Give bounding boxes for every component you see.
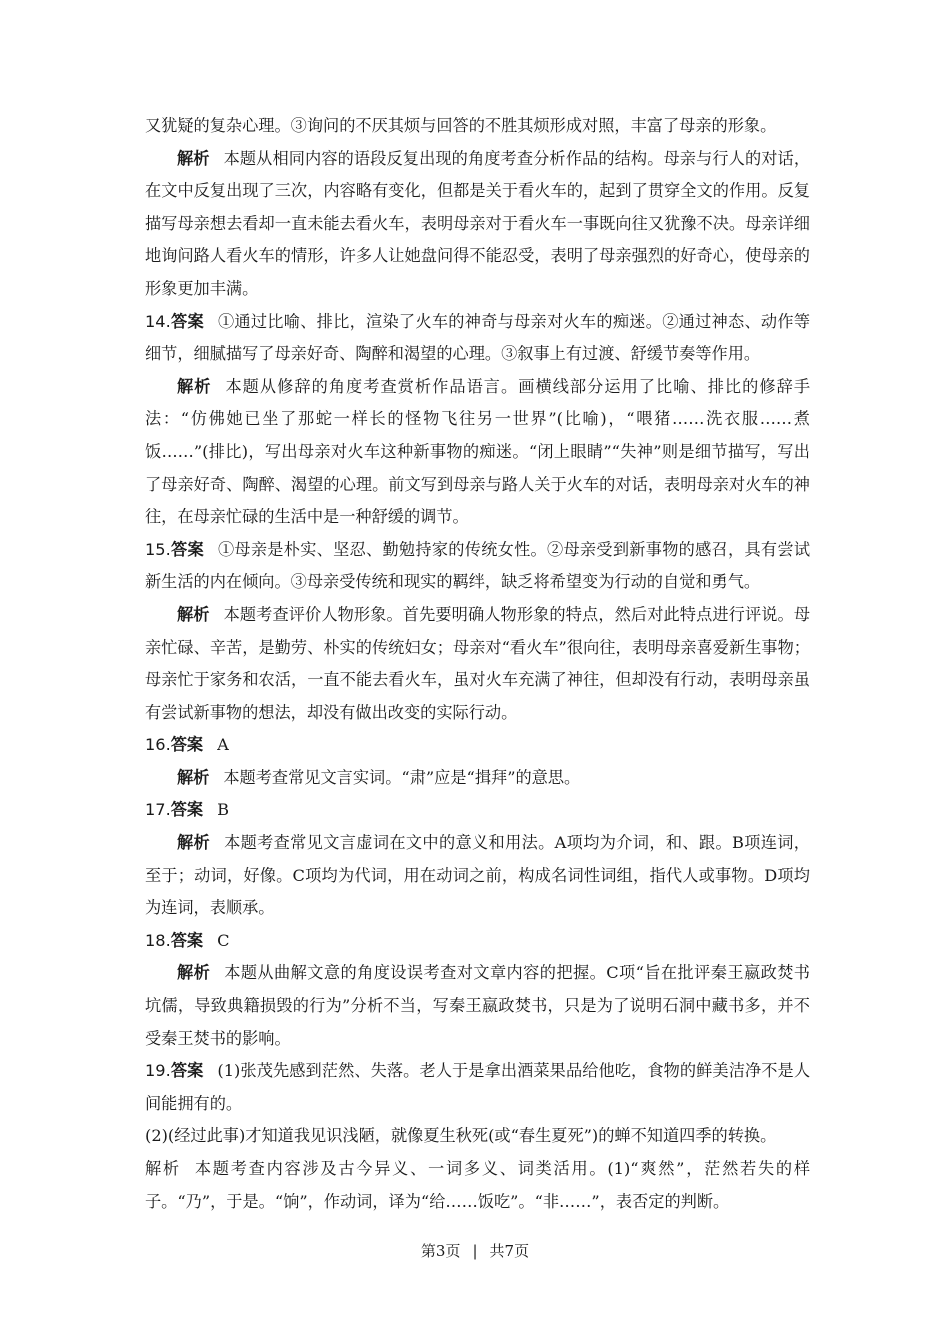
analysis-label: 解析	[177, 767, 210, 787]
analysis-text: 本题考查评价人物形象。首先要明确人物形象的特点，然后对此特点进行评说。母亲忙碌、辛苦，是勤劳、朴实的传统妇女；母亲对“看火车”很向往，表明母亲喜爱新生事物；母亲忙于家务和农活，一直不能去看火车，虽对火车充满了神往，但却没有行动，表明母亲虽有尝试新事物的想法，却没有做出改变的实际行动。	[145, 604, 811, 722]
paragraph-text: 又犹疑的复杂心理。③询问的不厌其烦与回答的不胜其烦形成对照，丰富了母亲的形象。	[145, 116, 777, 135]
answer-text: ①母亲是朴实、坚忍、勤勉持家的传统女性。②母亲受到新事物的感召，具有尝试新生活的内在倾向。③母亲受传统和现实的羁绊，缺乏将希望变为行动的自觉和勇气。	[145, 539, 811, 592]
paragraph-text: (2)(经过此事)才知道我见识浅陋，就像夏生秋死(或“春生夏死”)的蝉不知道四季的转换。	[145, 1126, 777, 1146]
analysis-label: 解析	[177, 963, 211, 983]
analysis-text: 本题从相同内容的语段反复出现的角度考查分析作品的结构。母亲与行人的对话，在文中反复出现了三次，内容略有变化，但都是关于看火车的，起到了贯穿全文的作用。反复描写母亲想去看却一直未能去看火车，表明母亲对于看火车一事既向往又犹豫不决。母亲详细地询问路人看火车的情形，许多人让她盘问得不能忍受，表明了母亲强烈的好奇心，使母亲的形象更加丰满。	[145, 148, 811, 298]
answer-text: B	[217, 800, 230, 820]
analysis-text: 本题考查内容涉及古今异义、一词多义、词类活用。(1)“爽然”，茫然若失的样子。“乃”，于是。“饷”，作动词，译为“给……饭吃”。“非……”，表否定的判断。	[145, 1159, 811, 1211]
analysis-label: 解析	[145, 1159, 181, 1178]
analysis-label: 解析	[177, 148, 210, 168]
analysis-paragraph	[145, 762, 810, 795]
page-footer	[0, 1240, 950, 1261]
question-number: 15.	[145, 539, 171, 559]
question-number: 17.	[145, 800, 171, 820]
question-number: 16.	[145, 735, 171, 755]
footer-separator: |	[472, 1242, 478, 1260]
page-number: 第3页	[420, 1242, 461, 1260]
answer-label: 答案	[170, 800, 204, 820]
continuation-paragraph	[145, 110, 810, 143]
answer-text: (1)张茂先感到茫然、失落。老人于是拿出酒菜果品给他吃，食物的鲜美洁净不是人间能拥有的。	[145, 1061, 811, 1113]
analysis-label: 解析	[177, 376, 212, 396]
answer-text: A	[217, 735, 229, 755]
answer-paragraph	[145, 306, 810, 371]
answer-text: ①通过比喻、排比，渲染了火车的神奇与母亲对火车的痴迷。②通过神态、动作等细节，细腻描写了母亲好奇、陶醉和渴望的心理。③叙事上有过渡、舒缓节奏等作用。	[145, 311, 811, 364]
analysis-text: 本题从修辞的角度考查赏析作品语言。画横线部分运用了比喻、排比的修辞手法：“仿佛她已坐了那蛇一样长的怪物飞往另一世界”(比喻)，“喂猪……洗衣服……煮饭……”(排比)，写出母亲对火车这种新事物的痴迷。“闭上眼睛”“失神”则是细节描写，写出了母亲好奇、陶醉、渴望的心理。前文写到母亲与路人关于火车的对话，表明母亲对火车的神往，在母亲忙碌的生活中是一种舒缓的调节。	[145, 376, 811, 527]
analysis-paragraph	[145, 599, 810, 729]
answer-label: 答案	[170, 1061, 204, 1081]
question-number: 14.	[145, 311, 171, 331]
question-number: 19.	[145, 1061, 171, 1081]
answer-paragraph	[145, 534, 810, 599]
analysis-text: 本题考查常见文言虚词在文中的意义和用法。A项均为介词，和、跟。B项连词，至于；动词，好像。C项均为代词，用在动词之前，构成名词性词组，指代人或事物。D项均为连词，表顺承。	[145, 833, 810, 918]
answer-paragraph	[145, 729, 810, 762]
analysis-label: 解析	[177, 604, 210, 624]
analysis-text: 本题考查常见文言实词。“肃”应是“揖拜”的意思。	[223, 767, 581, 787]
answer-label: 答案	[170, 735, 204, 755]
analysis-paragraph	[145, 143, 810, 306]
analysis-paragraph	[145, 827, 810, 925]
answer-label: 答案	[170, 311, 204, 331]
analysis-text: 本题从曲解文意的角度设误考查对文章内容的把握。C项“旨在批评秦王嬴政焚书坑儒，导致典籍损毁的行为”分析不当，写秦王嬴政焚书，只是为了说明石洞中藏书多，并不受秦王焚书的影响。	[145, 963, 810, 1048]
analysis-paragraph	[145, 1153, 810, 1218]
analysis-paragraph	[145, 371, 810, 534]
answer-label: 答案	[170, 539, 204, 559]
answer-paragraph	[145, 794, 810, 827]
answer-label: 答案	[170, 930, 204, 950]
continuation-paragraph	[145, 1120, 810, 1153]
answer-text: C	[217, 930, 230, 950]
answer-key-body	[145, 110, 810, 1218]
page-total: 共7页	[489, 1242, 530, 1260]
analysis-label: 解析	[177, 833, 211, 853]
answer-paragraph	[145, 1055, 810, 1120]
answer-paragraph	[145, 925, 810, 958]
analysis-paragraph	[145, 957, 810, 1055]
question-number: 18.	[145, 930, 171, 950]
